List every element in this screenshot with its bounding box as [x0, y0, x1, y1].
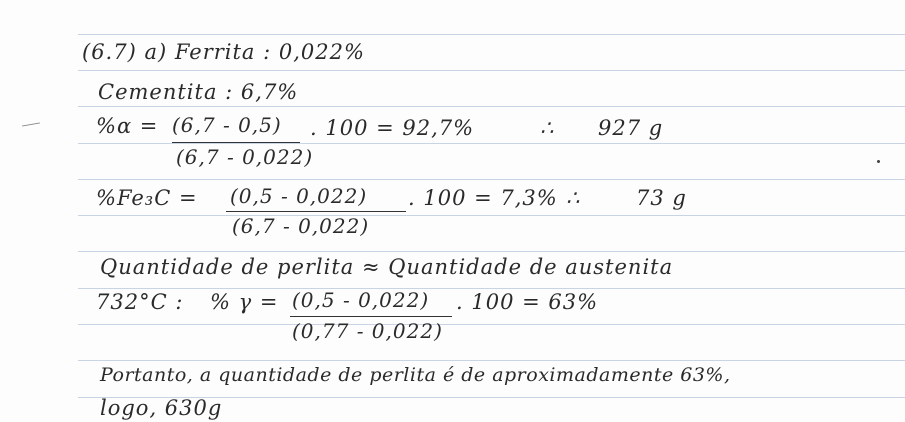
ruled-line — [78, 70, 905, 71]
ruled-line — [78, 179, 905, 180]
perlita-austenita-line: Quantidade de perlita ≈ Quantidade de austenita — [100, 255, 674, 279]
ruled-line — [78, 215, 905, 216]
fe3c-lhs: %Fe₃C = — [96, 186, 198, 210]
gamma-temperature: 732°C : — [96, 290, 184, 314]
fe3c-denominator: (6,7 - 0,022) — [232, 214, 370, 238]
gamma-denominator: (0,77 - 0,022) — [292, 319, 443, 343]
ruled-line — [78, 34, 905, 35]
ruled-line — [78, 251, 905, 252]
gamma-multiplier: . 100 = 63% — [456, 290, 599, 314]
problem-header: (6.7) a) Ferrita : 0,022% — [82, 40, 365, 64]
conclusion-line-1: Portanto, a quantidade de perlita é de aproximadamente 63%, — [100, 364, 731, 386]
alpha-lhs: %α = — [96, 114, 159, 138]
ruled-line — [78, 106, 905, 107]
stray-dot — [877, 160, 880, 163]
alpha-denominator: (6,7 - 0,022) — [176, 145, 314, 169]
gamma-fraction-bar — [290, 316, 452, 317]
ruled-line — [78, 143, 905, 144]
alpha-numerator: (6,7 - 0,5) — [172, 113, 282, 137]
alpha-result: 927 g — [598, 116, 664, 140]
gamma-lhs: % γ = — [210, 290, 279, 314]
alpha-therefore: ∴ — [540, 116, 555, 140]
ruled-line — [78, 288, 905, 289]
fe3c-result: 73 g — [636, 186, 687, 210]
ruled-line — [78, 360, 905, 361]
fe3c-therefore: ∴ — [566, 186, 581, 210]
cementita-line: Cementita : 6,7% — [98, 80, 299, 104]
alpha-multiplier: . 100 = 92,7% — [310, 116, 475, 140]
alpha-fraction-bar — [172, 142, 300, 143]
stray-pen-mark — [22, 122, 40, 126]
conclusion-line-2: logo, 630g — [100, 396, 223, 420]
ruled-line — [78, 324, 905, 325]
gamma-numerator: (0,5 - 0,022) — [292, 288, 430, 312]
fe3c-numerator: (0,5 - 0,022) — [230, 184, 368, 208]
fe3c-fraction-bar — [226, 211, 406, 212]
fe3c-multiplier: . 100 = 7,3% — [408, 186, 558, 210]
